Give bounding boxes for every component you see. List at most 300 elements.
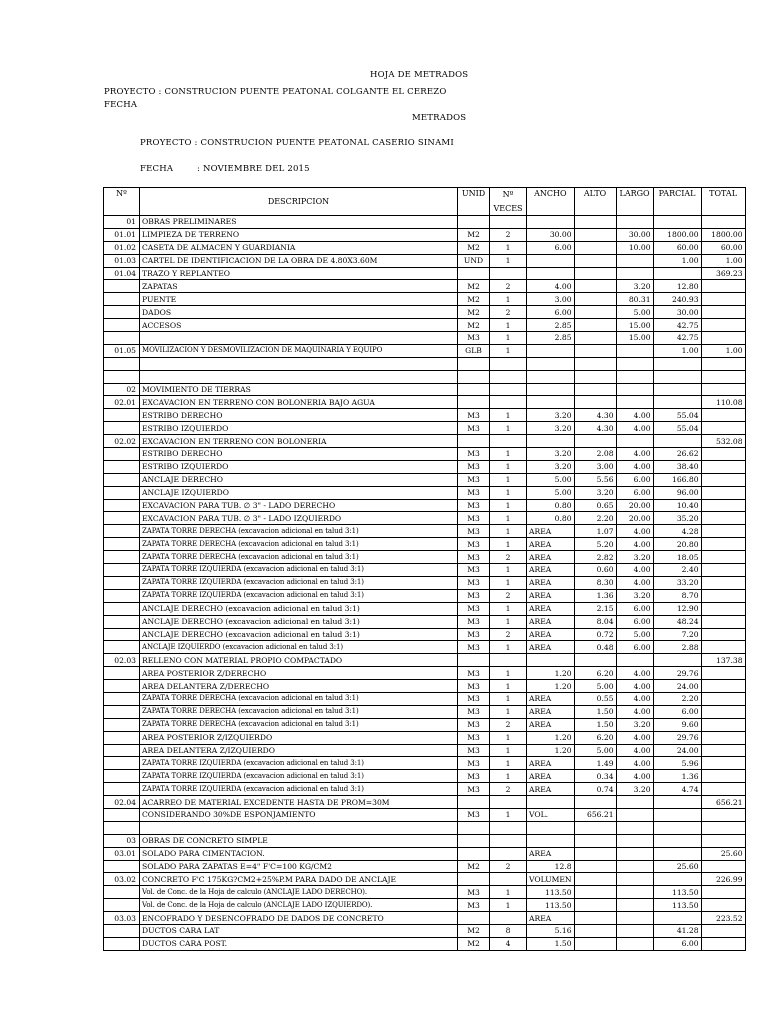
row-alto (574, 821, 616, 834)
row-parcial: 55.04 (653, 409, 701, 422)
row-und: M3 (458, 628, 490, 641)
row-largo: 4.00 (616, 448, 653, 461)
row-total (701, 564, 745, 577)
row-veces (490, 383, 527, 396)
table-row (104, 667, 746, 680)
row-largo: 4.00 (616, 667, 653, 680)
row-ancho: 5.00 (527, 473, 575, 486)
row-descripcion: CARTEL DE IDENTIFICACION DE LA OBRA DE 4.80X3.60M (140, 254, 458, 267)
row-veces: 4 (490, 937, 527, 950)
row-descripcion: ACCESOS (140, 319, 458, 332)
row-item: 03.03 (104, 912, 140, 925)
row-descripcion: ESTRIBO DERECHO (140, 448, 458, 461)
row-alto: 1.50 (574, 718, 616, 731)
row-largo (616, 796, 653, 809)
row-descripcion: SOLADO PARA ZAPATAS E=4" F'C=100 KG/CM2 (140, 860, 458, 873)
row-descripcion: AREA POSTERIOR Z/IZQUIERDO (140, 731, 458, 744)
row-descripcion: ZAPATA TORRE IZQUIERDA (excavacion adicional en talud 3:1) (140, 770, 458, 783)
row-ancho: 1.20 (527, 744, 575, 757)
row-veces: 1 (490, 525, 527, 538)
row-parcial (653, 808, 701, 821)
row-total (701, 512, 745, 525)
row-alto (574, 254, 616, 267)
row-descripcion: ZAPATA TORRE IZQUIERDA (excavacion adicional en talud 3:1) (140, 783, 458, 796)
row-veces (490, 821, 527, 834)
row-veces: 1 (490, 344, 527, 357)
row-total (701, 499, 745, 512)
row-largo: 3.20 (616, 280, 653, 293)
row-largo (616, 654, 653, 667)
row-ancho: AREA (527, 705, 575, 718)
table-row (104, 551, 746, 564)
row-alto (574, 319, 616, 332)
row-item (104, 602, 140, 615)
row-alto: 0.65 (574, 499, 616, 512)
row-alto: 2.08 (574, 448, 616, 461)
row-und: M3 (458, 486, 490, 499)
row-parcial: 48.24 (653, 615, 701, 628)
row-ancho: 1.20 (527, 680, 575, 693)
table-row (104, 383, 746, 396)
table-row (104, 770, 746, 783)
row-ancho: VOLUMEN (527, 873, 575, 886)
row-descripcion (140, 821, 458, 834)
row-alto (574, 847, 616, 860)
row-parcial (653, 357, 701, 370)
row-parcial: 26.62 (653, 448, 701, 461)
row-item (104, 306, 140, 319)
fecha-label: FECHA (140, 164, 174, 174)
row-descripcion: ACARREO DE MATERIAL EXCEDENTE HASTA DE PROM=30M (140, 796, 458, 809)
row-parcial: 1.36 (653, 770, 701, 783)
row-total (701, 834, 745, 847)
row-ancho: 6.00 (527, 306, 575, 319)
row-largo: 4.00 (616, 692, 653, 705)
row-veces: 2 (490, 628, 527, 641)
row-parcial: 42.75 (653, 332, 701, 345)
row-veces: 1 (490, 615, 527, 628)
row-parcial: 10.40 (653, 499, 701, 512)
row-ancho: AREA (527, 628, 575, 641)
row-total: 1800.00 (701, 228, 745, 241)
row-alto: 0.60 (574, 564, 616, 577)
row-veces (490, 796, 527, 809)
row-descripcion: ESTRIBO IZQUIERDO (140, 460, 458, 473)
row-parcial: 55.04 (653, 422, 701, 435)
row-und: M3 (458, 770, 490, 783)
row-total: 532.08 (701, 435, 745, 448)
row-und: M3 (458, 538, 490, 551)
row-und: M3 (458, 615, 490, 628)
row-alto: 5.20 (574, 538, 616, 551)
row-descripcion: Vol. de Conc. de la Hoja de calculo (ANCLAJE LADO IZQUIERDO). (140, 899, 458, 912)
row-descripcion: AREA DELANTERA Z/DERECHO (140, 680, 458, 693)
row-item: 02.02 (104, 435, 140, 448)
row-alto: 5.56 (574, 473, 616, 486)
row-parcial: 24.00 (653, 680, 701, 693)
row-und: M3 (458, 551, 490, 564)
table-row (104, 370, 746, 383)
row-ancho: AREA (527, 615, 575, 628)
table-row (104, 615, 746, 628)
row-veces: 1 (490, 808, 527, 821)
row-und (458, 654, 490, 667)
row-total (701, 602, 745, 615)
row-veces: 2 (490, 280, 527, 293)
row-total: 223.52 (701, 912, 745, 925)
row-veces: 1 (490, 512, 527, 525)
row-und: M3 (458, 473, 490, 486)
row-alto (574, 924, 616, 937)
row-ancho: 3.20 (527, 409, 575, 422)
row-und (458, 834, 490, 847)
row-ancho (527, 834, 575, 847)
row-total (701, 280, 745, 293)
row-item (104, 628, 140, 641)
row-veces: 1 (490, 641, 527, 654)
row-largo: 6.00 (616, 615, 653, 628)
row-largo: 6.00 (616, 473, 653, 486)
row-parcial: 24.00 (653, 744, 701, 757)
row-total (701, 808, 745, 821)
row-und (458, 435, 490, 448)
row-item (104, 525, 140, 538)
row-veces (490, 654, 527, 667)
row-alto (574, 344, 616, 357)
row-ancho: 30.00 (527, 228, 575, 241)
row-total (701, 370, 745, 383)
row-largo (616, 808, 653, 821)
row-descripcion: SOLADO PARA CIMENTACION. (140, 847, 458, 860)
row-ancho: AREA (527, 589, 575, 602)
row-item (104, 460, 140, 473)
row-und (458, 912, 490, 925)
row-parcial: 38.40 (653, 460, 701, 473)
table-row (104, 937, 746, 950)
row-veces: 2 (490, 228, 527, 241)
table-row (104, 628, 746, 641)
row-total: 656.21 (701, 796, 745, 809)
row-parcial (653, 847, 701, 860)
row-alto: 2.15 (574, 602, 616, 615)
table-row (104, 757, 746, 770)
row-ancho: 12.8 (527, 860, 575, 873)
table-row (104, 512, 746, 525)
row-alto: 2.20 (574, 512, 616, 525)
table-row (104, 422, 746, 435)
row-ancho (527, 383, 575, 396)
row-descripcion: PUENTE (140, 293, 458, 306)
row-parcial: 41.28 (653, 924, 701, 937)
project-line-1: PROYECTO : CONSTRUCION PUENTE PEATONAL COLGANTE EL CEREZO (104, 87, 447, 97)
row-largo: 30.00 (616, 228, 653, 241)
row-alto: 1.49 (574, 757, 616, 770)
row-largo: 80.31 (616, 293, 653, 306)
row-veces: 1 (490, 576, 527, 589)
row-largo: 3.20 (616, 718, 653, 731)
row-alto (574, 899, 616, 912)
row-alto: 0.34 (574, 770, 616, 783)
row-ancho: AREA (527, 551, 575, 564)
row-ancho (527, 796, 575, 809)
row-und: M2 (458, 306, 490, 319)
row-ancho (527, 344, 575, 357)
row-parcial: 96.00 (653, 486, 701, 499)
row-parcial: 42.75 (653, 319, 701, 332)
row-alto: 3.00 (574, 460, 616, 473)
row-largo: 4.00 (616, 731, 653, 744)
row-veces: 1 (490, 409, 527, 422)
table-row (104, 873, 746, 886)
row-und: M3 (458, 692, 490, 705)
row-descripcion: ZAPATA TORRE DERECHA (excavacion adicional en talud 3:1) (140, 718, 458, 731)
row-largo (616, 396, 653, 409)
row-largo: 20.00 (616, 512, 653, 525)
row-largo (616, 383, 653, 396)
row-total: 60.00 (701, 241, 745, 254)
row-und: M2 (458, 937, 490, 950)
row-total (701, 692, 745, 705)
row-und: M3 (458, 512, 490, 525)
row-total: 25.60 (701, 847, 745, 860)
row-und: M3 (458, 705, 490, 718)
row-total (701, 886, 745, 899)
row-und: M3 (458, 460, 490, 473)
row-parcial: 12.90 (653, 602, 701, 615)
row-parcial: 18.05 (653, 551, 701, 564)
row-und: M3 (458, 448, 490, 461)
row-und: M3 (458, 718, 490, 731)
table-row (104, 448, 746, 461)
row-ancho: AREA (527, 770, 575, 783)
row-alto (574, 267, 616, 280)
table-row (104, 576, 746, 589)
row-item (104, 744, 140, 757)
row-veces: 1 (490, 293, 527, 306)
row-parcial: 9.60 (653, 718, 701, 731)
row-alto: 5.00 (574, 744, 616, 757)
row-alto (574, 241, 616, 254)
row-und: M3 (458, 783, 490, 796)
row-ancho (527, 396, 575, 409)
row-total (701, 705, 745, 718)
row-ancho (527, 370, 575, 383)
row-ancho: 113.50 (527, 886, 575, 899)
main-title: HOJA DE METRADOS (370, 70, 469, 80)
row-und: M3 (458, 641, 490, 654)
row-item (104, 409, 140, 422)
row-ancho: 4.00 (527, 280, 575, 293)
row-total (701, 551, 745, 564)
row-total (701, 409, 745, 422)
row-veces: 1 (490, 705, 527, 718)
row-veces: 1 (490, 692, 527, 705)
row-alto (574, 796, 616, 809)
row-und: M2 (458, 319, 490, 332)
row-largo: 4.00 (616, 525, 653, 538)
row-total (701, 216, 745, 229)
row-total (701, 757, 745, 770)
row-und: M2 (458, 860, 490, 873)
row-item (104, 886, 140, 899)
table-row (104, 293, 746, 306)
row-veces (490, 370, 527, 383)
row-ancho: 3.20 (527, 422, 575, 435)
row-ancho: 5.00 (527, 486, 575, 499)
table-body (104, 216, 746, 951)
row-parcial: 166.80 (653, 473, 701, 486)
row-veces: 1 (490, 667, 527, 680)
row-und (458, 796, 490, 809)
row-und (458, 383, 490, 396)
row-total (701, 860, 745, 873)
table-row (104, 396, 746, 409)
row-descripcion: RELLENO CON MATERIAL PROPIO COMPACTADO (140, 654, 458, 667)
row-veces: 1 (490, 460, 527, 473)
row-total: 226.99 (701, 873, 745, 886)
row-ancho: AREA (527, 718, 575, 731)
project-line-2: PROYECTO : CONSTRUCION PUENTE PEATONAL CASERIO SINAMI (140, 138, 454, 148)
row-alto: 8.04 (574, 615, 616, 628)
row-ancho: VOL. (527, 808, 575, 821)
row-ancho: 2.85 (527, 319, 575, 332)
row-item (104, 512, 140, 525)
row-total (701, 486, 745, 499)
row-largo (616, 216, 653, 229)
table-row (104, 912, 746, 925)
row-largo: 6.00 (616, 486, 653, 499)
row-veces: 1 (490, 602, 527, 615)
table-row (104, 821, 746, 834)
row-largo: 4.00 (616, 705, 653, 718)
row-largo (616, 357, 653, 370)
row-total (701, 783, 745, 796)
row-total (701, 641, 745, 654)
row-ancho: AREA (527, 602, 575, 615)
row-item (104, 473, 140, 486)
table-row (104, 718, 746, 731)
row-alto: 4.30 (574, 409, 616, 422)
row-descripcion (140, 357, 458, 370)
row-parcial (653, 370, 701, 383)
row-descripcion: ESTRIBO IZQUIERDO (140, 422, 458, 435)
table-row (104, 744, 746, 757)
row-parcial: 33.20 (653, 576, 701, 589)
row-veces: 1 (490, 680, 527, 693)
row-parcial: 6.00 (653, 937, 701, 950)
row-parcial: 240.93 (653, 293, 701, 306)
col-veces-header-bottom: VECES (490, 202, 527, 216)
col-parcial-header: PARCIAL (653, 188, 701, 216)
row-parcial: 29.76 (653, 667, 701, 680)
row-parcial: 5.96 (653, 757, 701, 770)
row-und: M3 (458, 886, 490, 899)
row-largo (616, 899, 653, 912)
row-alto (574, 873, 616, 886)
table-row (104, 654, 746, 667)
table-row (104, 357, 746, 370)
row-parcial: 113.50 (653, 899, 701, 912)
row-veces (490, 834, 527, 847)
row-ancho: 113.50 (527, 899, 575, 912)
row-ancho (527, 357, 575, 370)
row-descripcion: ANCLAJE DERECHO (excavacion adicional en talud 3:1) (140, 628, 458, 641)
row-parcial (653, 873, 701, 886)
row-descripcion: LIMPIEZA DE TERRENO (140, 228, 458, 241)
row-veces: 1 (490, 473, 527, 486)
row-und: M3 (458, 808, 490, 821)
row-alto (574, 357, 616, 370)
table-row (104, 332, 746, 345)
row-total (701, 821, 745, 834)
row-parcial: 2.88 (653, 641, 701, 654)
row-und (458, 821, 490, 834)
row-total (701, 538, 745, 551)
row-descripcion: CASETA DE ALMACEN Y GUARDIANIA (140, 241, 458, 254)
row-parcial (653, 383, 701, 396)
row-alto (574, 306, 616, 319)
row-parcial: 29.76 (653, 731, 701, 744)
row-ancho: 6.00 (527, 241, 575, 254)
row-parcial: 4.28 (653, 525, 701, 538)
table-row (104, 499, 746, 512)
row-item: 03 (104, 834, 140, 847)
col-total-header: TOTAL (701, 188, 745, 216)
row-largo: 3.20 (616, 551, 653, 564)
table-row (104, 525, 746, 538)
row-veces: 1 (490, 332, 527, 345)
row-item (104, 486, 140, 499)
row-descripcion: EXCAVACION PARA TUB. ∅ 3" - LADO IZQUIERDO (140, 512, 458, 525)
row-veces: 1 (490, 564, 527, 577)
row-alto: 2.82 (574, 551, 616, 564)
row-alto (574, 332, 616, 345)
row-item: 03.02 (104, 873, 140, 886)
row-und: M2 (458, 293, 490, 306)
row-und (458, 370, 490, 383)
row-descripcion: ANCLAJE IZQUIERDO (140, 486, 458, 499)
row-veces: 2 (490, 783, 527, 796)
row-alto (574, 396, 616, 409)
row-und: M3 (458, 589, 490, 602)
row-und (458, 216, 490, 229)
row-alto (574, 293, 616, 306)
row-alto (574, 860, 616, 873)
row-ancho: 3.20 (527, 460, 575, 473)
row-ancho (527, 267, 575, 280)
row-item (104, 448, 140, 461)
row-ancho (527, 254, 575, 267)
row-item (104, 499, 140, 512)
table-row (104, 538, 746, 551)
row-und: M3 (458, 667, 490, 680)
row-parcial (653, 796, 701, 809)
row-und (458, 873, 490, 886)
table-row (104, 641, 746, 654)
row-alto: 6.20 (574, 731, 616, 744)
row-ancho: 0.80 (527, 512, 575, 525)
row-item (104, 589, 140, 602)
table-row (104, 228, 746, 241)
row-ancho: AREA (527, 525, 575, 538)
row-und (458, 357, 490, 370)
row-descripcion: MOVILIZACION Y DESMOVILIZACION DE MAQUINARIA Y EQUIPO (140, 344, 458, 357)
row-und: M3 (458, 422, 490, 435)
table-row (104, 602, 746, 615)
table-row (104, 409, 746, 422)
row-largo: 4.00 (616, 680, 653, 693)
row-item (104, 667, 140, 680)
